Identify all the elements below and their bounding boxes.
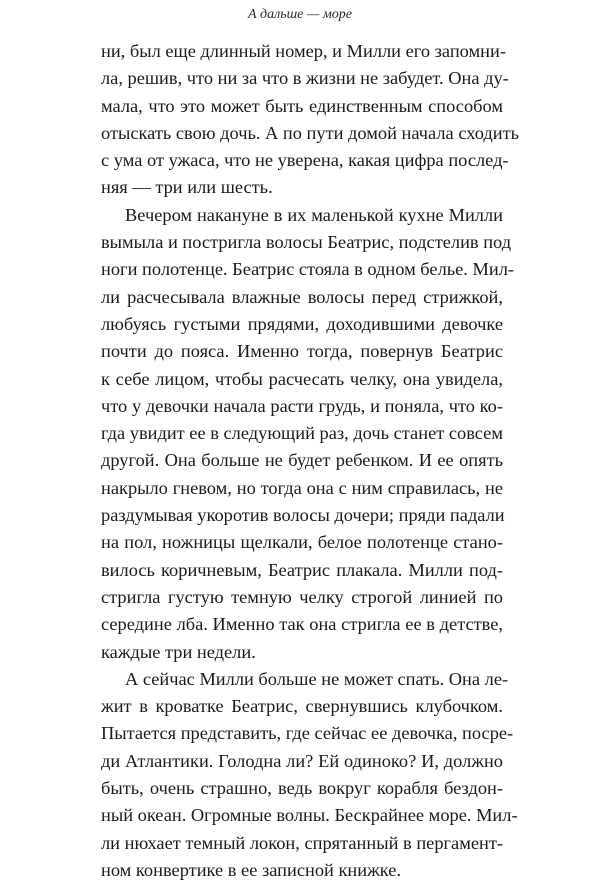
text-line: раздумывая укоротив волосы дочери; пряди падали	[101, 505, 505, 526]
text-line: ном конвертике в ее записной книжке.	[101, 859, 402, 880]
text-line: отыскать свою дочь. А по пути домой начала сходить	[101, 122, 520, 143]
text-line: мала, что это может быть единственным способом	[101, 95, 503, 116]
text-line: ли нюхает темный локон, спрятанный в пергамент-	[101, 832, 504, 853]
paragraph	[101, 666, 518, 884]
text-line: Вечером накануне в их маленькой кухне Милли	[125, 204, 503, 225]
text-line: ный океан. Огромные волны. Бескрайнее море. Мил-	[101, 805, 518, 826]
text-line: накрыло гневом, но тогда она с ним справилась, не	[101, 477, 503, 498]
text-line: на пол, ножницы щелкали, белое полотенце стано-	[101, 532, 503, 553]
text-line: любуясь густыми прядями, доходившими девочке	[101, 313, 503, 334]
running-head: А дальше — море	[248, 7, 352, 22]
text-line: ноги полотенце. Беатрис стояла в одном белье. Мил-	[101, 259, 514, 280]
text-line: вилось коричневым, Беатрис плакала. Милли под-	[101, 559, 503, 580]
text-line: каждые три недели.	[101, 641, 256, 662]
text-line: ли расчесывала влажные волосы перед стрижкой,	[101, 286, 503, 307]
text-line: ди Атлантики. Голодна ли? Ей одиноко? И, должно	[101, 750, 503, 771]
text-line: ла, решив, что ни за что в жизни не забудет. Она ду-	[101, 68, 509, 89]
text-line: вымыла и постригла волосы Беатрис, подстелив под	[101, 232, 512, 253]
text-line: Пытается представить, где сейчас ее девочка, посре-	[101, 723, 514, 744]
body-text	[101, 38, 520, 884]
text-line: ни, был еще длинный номер, и Милли его запомни-	[101, 41, 506, 61]
paragraph	[101, 202, 514, 666]
text-line: к себе лицом, чтобы расчесать челку, она увидела,	[101, 368, 503, 389]
text-line: жит в кроватке Беатрис, свернувшись клубочком.	[101, 696, 503, 717]
text-line: середине лба. Именно так она стригла ее в детстве,	[101, 614, 503, 635]
text-line: А сейчас Милли больше не может спать. Она ле-	[125, 668, 509, 689]
text-line: няя — три или шесть.	[101, 177, 273, 198]
text-line: гда увидит ее в следующий раз, дочь станет совсем	[101, 423, 503, 444]
text-line: стригла густую темную челку строгой линией по	[101, 586, 503, 607]
text-line: почти до пояса. Именно тогда, повернув Беатрис	[101, 341, 503, 362]
text-line: другой. Она больше не будет ребенком. И ее опять	[101, 450, 503, 471]
paragraph	[101, 38, 520, 202]
text-line: с ума от ужаса, что не уверена, какая цифра послед-	[101, 150, 509, 171]
text-line: быть, очень страшно, ведь вокруг корабля бездон-	[101, 778, 503, 799]
text-line: что у девочки начала расти грудь, и поняла, что ко-	[101, 395, 503, 416]
